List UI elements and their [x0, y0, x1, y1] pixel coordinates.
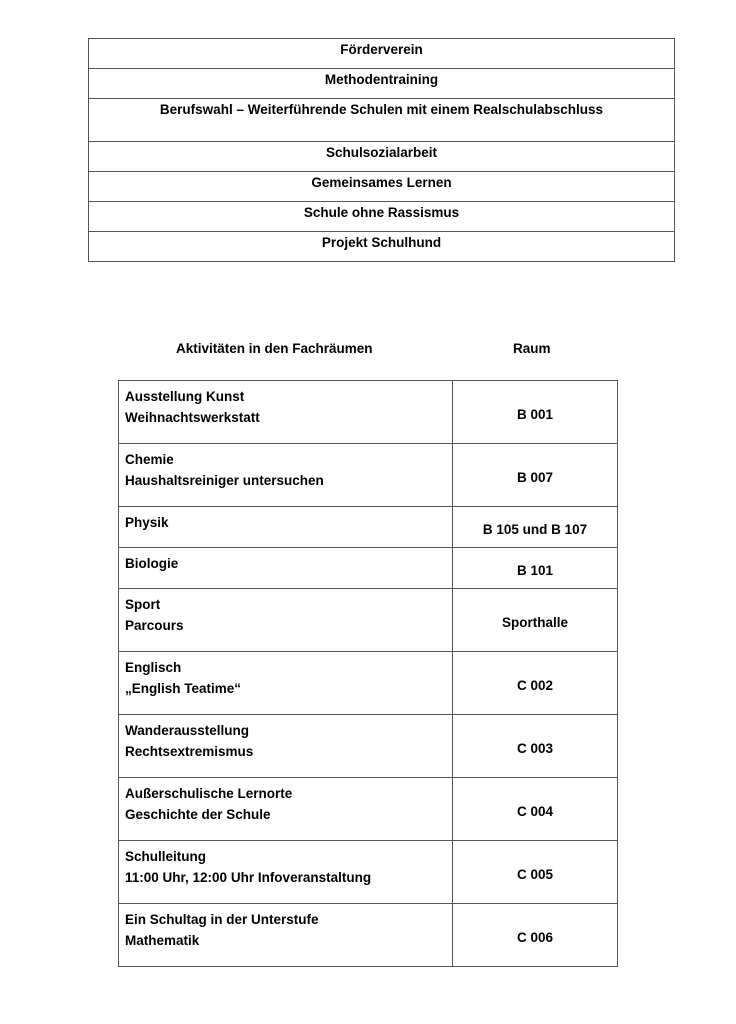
activities-table — [118, 380, 618, 967]
topic-cell: Berufswahl – Weiterführende Schulen mit einem Realschulabschluss — [89, 99, 675, 142]
activity-cell — [119, 507, 453, 548]
topic-cell: Schule ohne Rassismus — [89, 202, 675, 232]
activity-title: Englisch — [125, 660, 182, 675]
activity-cell — [119, 904, 453, 967]
activity-cell — [119, 778, 453, 841]
activity-subtitle: Rechtsextremismus — [125, 744, 254, 759]
activity-subtitle: 11:00 Uhr, 12:00 Uhr Infoveranstaltung — [125, 870, 372, 885]
activity-row — [119, 778, 618, 841]
room-cell: C 006 — [453, 904, 618, 967]
topics-table — [88, 38, 675, 262]
activity-cell — [119, 715, 453, 778]
activity-row — [119, 507, 618, 548]
activity-title: Sport — [125, 597, 161, 612]
topic-cell: Projekt Schulhund — [89, 232, 675, 262]
activity-title: Ein Schultag in der Unterstufe — [125, 912, 319, 927]
room-cell: B 001 — [453, 381, 618, 444]
room-cell: B 101 — [453, 548, 618, 589]
topic-row — [89, 39, 675, 69]
activity-cell — [119, 589, 453, 652]
activity-cell — [119, 381, 453, 444]
room-column-header: Raum — [513, 341, 551, 356]
activity-row — [119, 444, 618, 507]
activity-subtitle: Weihnachtswerkstatt — [125, 410, 260, 425]
topic-cell: Gemeinsames Lernen — [89, 172, 675, 202]
room-cell: C 002 — [453, 652, 618, 715]
activity-title: Schulleitung — [125, 849, 206, 864]
activity-row — [119, 381, 618, 444]
topic-row — [89, 69, 675, 99]
activity-cell — [119, 548, 453, 589]
room-cell: C 004 — [453, 778, 618, 841]
activity-subtitle: Mathematik — [125, 933, 200, 948]
activity-title: Chemie — [125, 452, 174, 467]
room-cell: C 005 — [453, 841, 618, 904]
activity-subtitle: Parcours — [125, 618, 184, 633]
activity-row — [119, 652, 618, 715]
activity-cell — [119, 444, 453, 507]
topic-cell: Methodentraining — [89, 69, 675, 99]
topic-row — [89, 232, 675, 262]
activity-subtitle: „English Teatime“ — [125, 681, 242, 696]
activity-cell — [119, 652, 453, 715]
topic-row — [89, 99, 675, 142]
activity-title: Ausstellung Kunst — [125, 389, 245, 404]
room-cell: B 105 und B 107 — [453, 507, 618, 548]
activity-cell — [119, 841, 453, 904]
topic-cell: Schulsozialarbeit — [89, 142, 675, 172]
activity-title: Wanderausstellung — [125, 723, 250, 738]
activity-title: Physik — [125, 515, 169, 530]
topic-row — [89, 172, 675, 202]
topic-row — [89, 202, 675, 232]
room-cell: Sporthalle — [453, 589, 618, 652]
activity-title: Biologie — [125, 556, 179, 571]
activity-row — [119, 589, 618, 652]
activity-row — [119, 904, 618, 967]
activity-subtitle: Geschichte der Schule — [125, 807, 271, 822]
topic-row — [89, 142, 675, 172]
activity-row — [119, 548, 618, 589]
activity-title: Außerschulische Lernorte — [125, 786, 293, 801]
room-cell: C 003 — [453, 715, 618, 778]
room-cell: B 007 — [453, 444, 618, 507]
topic-cell: Förderverein — [89, 39, 675, 69]
activity-row — [119, 715, 618, 778]
activity-row — [119, 841, 618, 904]
activities-column-header: Aktivitäten in den Fachräumen — [176, 341, 373, 356]
activity-subtitle: Haushaltsreiniger untersuchen — [125, 473, 324, 488]
